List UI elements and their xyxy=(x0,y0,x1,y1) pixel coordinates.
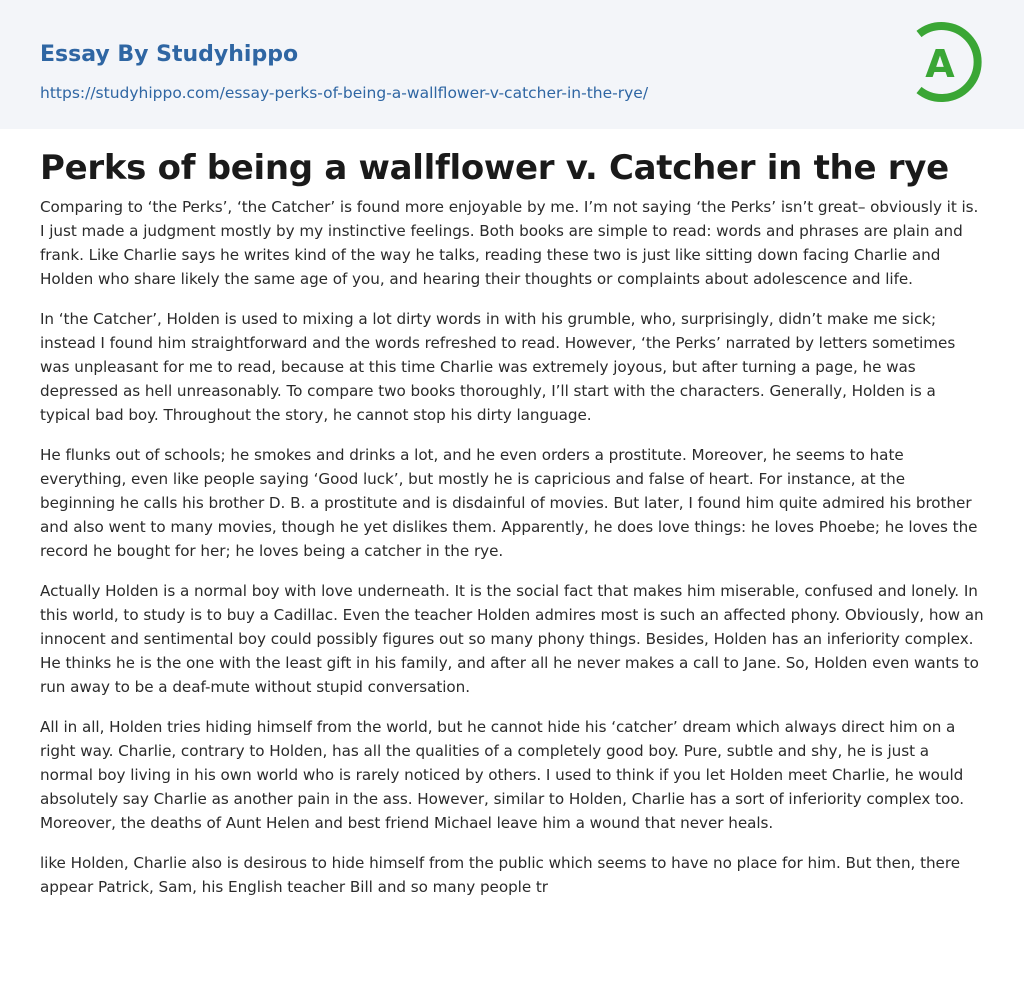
essay-paragraph-3: He flunks out of schools; he smokes and drinks a lot, and he even orders a prostitute. Moreover, he seems to hate everything, even like people saying ‘Good luck’, but mostly he is capricious and false of heart. For instance, at the beginning he calls his brother D. B. a prostitute and is disdainful of movies. But later, I found him quite admired his brother and also went to many movies, though he yet dislikes them. Apparently, he does love things: he loves Phoebe; he loves the record he bought for her; he loves being a catcher in the rye. xyxy=(40,446,978,560)
essay-paragraph-6: like Holden, Charlie also is desirous to hide himself from the public which seems to have no place for him. But then, there appear Patrick, Sam, his English teacher Bill and so many people tr xyxy=(40,854,960,896)
site-brand[interactable]: Essay By Studyhippo xyxy=(40,42,299,67)
essay-paragraph-1: Comparing to ‘the Perks’, ‘the Catcher’ is found more enjoyable by me. I’m not saying ‘the Perks’ isn’t great– obviously it is. I just made a judgment mostly by my instinctive feelings. Both books are simple to read: words and phrases are plain and frank. Like Charlie says he writes kind of the way he talks, reading these two is just like sitting down facing Charlie and Holden who share likely the same age of you, and hearing their thoughts or complaints about adolescence and life. xyxy=(40,198,979,288)
essay-paragraph-5: All in all, Holden tries hiding himself from the world, but he cannot hide his ‘catcher’ dream which always direct him on a right way. Charlie, contrary to Holden, has all the qualities of a completely good boy. Pure, subtle and shy, he is just a normal boy living in his own world who is rarely noticed by others. I used to think if you let Holden meet Charlie, he would absolutely say Charlie as another pain in the ass. However, similar to Holden, Charlie has a sort of inferiority complex too. Moreover, the deaths of Aunt Helen and best friend Michael leave him a wound that never heals. xyxy=(40,718,965,832)
essay-body xyxy=(40,195,984,915)
page-title: Perks of being a wallflower v. Catcher in the rye xyxy=(40,148,949,188)
studyhippo-logo-icon[interactable] xyxy=(905,17,989,107)
logo-graphic xyxy=(905,17,989,107)
logo-letter: A xyxy=(925,42,955,86)
essay-paragraph-2: In ‘the Catcher’, Holden is used to mixing a lot dirty words in with his grumble, who, surprisingly, didn’t make me sick; instead I found him straightforward and the words refreshed to read. However, ‘the Perks’ narrated by letters sometimes was unpleasant for me to read, because at this time Charlie was extremely joyous, but after turning a page, he was depressed as hell unreasonably. To compare two books thoroughly, I’ll start with the characters. Generally, Holden is a typical bad boy. Throughout the story, he cannot stop his dirty language. xyxy=(40,310,956,424)
essay-paragraph-4: Actually Holden is a normal boy with love underneath. It is the social fact that makes him miserable, confused and lonely. In this world, to study is to buy a Cadillac. Even the teacher Holden admires most is such an affected phony. Obviously, how an innocent and sentimental boy could possibly figures out so many phony things. Besides, Holden has an inferiority complex. He thinks he is the one with the least gift in his family, and after all he never makes a call to Jane. So, Holden even wants to run away to be a deaf-mute without stupid conversation. xyxy=(40,582,984,696)
source-url-link[interactable]: https://studyhippo.com/essay-perks-of-being-a-wallflower-v-catcher-in-the-rye/ xyxy=(40,84,649,102)
site-header xyxy=(0,0,1024,129)
